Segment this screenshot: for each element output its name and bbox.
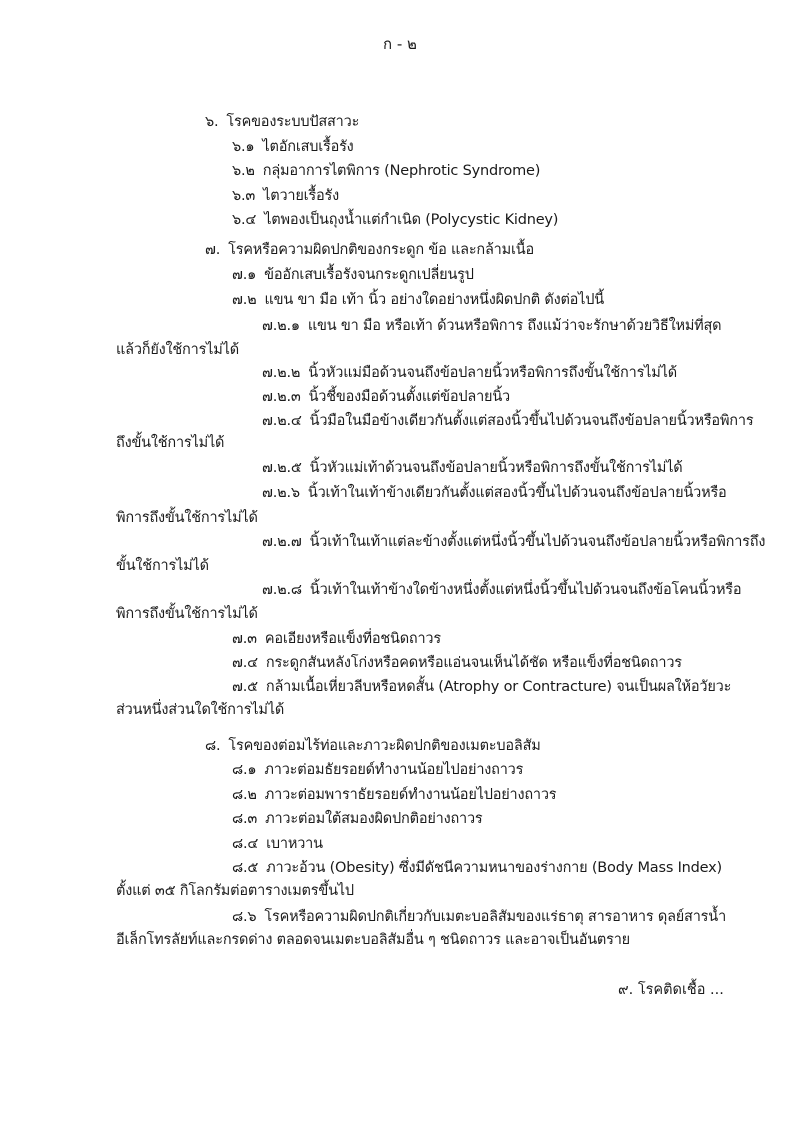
page-number: ก - ๒: [383, 35, 417, 53]
sub-item: ๗.๒.๗ นิ้วเท้าในเท้าแต่ละข้างตั้งแต่หนึ่งนิ้วขึ้นไปด้วนจนถึงข้อปลายนิ้วหรือพิการถึง: [262, 534, 766, 550]
list-item: ๘.๓ ภาวะต่อมใต้สมองผิดปกติอย่างถาวร: [232, 811, 483, 827]
section-heading: ๘. โรคของต่อมไร้ท่อและภาวะผิดปกติของเมตะบอลิสัม: [205, 738, 541, 754]
sub-item: ๗.๒.๑ แขน ขา มือ หรือเท้า ด้วนหรือพิการ ถึงแม้ว่าจะรักษาด้วยวิธีใหม่ที่สุด: [262, 318, 722, 334]
sub-item-cont: แล้วก็ยังใช้การไม่ได้: [116, 342, 239, 358]
continuation-note: ๙. โรคติดเชื้อ ...: [618, 982, 724, 998]
sub-item: ๗.๒.๘ นิ้วเท้าในเท้าข้างใดข้างหนึ่งตั้งแต่หนึ่งนิ้วขึ้นไปด้วนจนถึงข้อโคนนิ้วหรือ: [262, 582, 742, 598]
list-item: ๘.๖ โรคหรือความผิดปกติเกี่ยวกับเมตะบอลิสัมของแร่ธาตุ สารอาหาร ดุลย์สารน้ำ: [232, 909, 727, 925]
list-item: ๗.๕ กล้ามเนื้อเหี่ยวลีบหรือหดสั้น (Atrophy or Contracture) จนเป็นผลให้อวัยวะ: [232, 679, 732, 695]
sub-item-cont: ขั้นใช้การไม่ได้: [116, 558, 209, 574]
list-item: ๖.๒ กลุ่มอาการไตพิการ (Nephrotic Syndrome): [232, 163, 541, 179]
list-item: ๗.๔ กระดูกสันหลังโก่งหรือคดหรือแอ่นจนเห็นได้ชัด หรือแข็งที่อชนิดถาวร: [232, 655, 682, 671]
list-item: ๘.๕ ภาวะอ้วน (Obesity) ซึ่งมีดัชนีความหนาของร่างกาย (Body Mass Index): [232, 860, 722, 876]
sub-item: ๗.๒.๖ นิ้วเท้าในเท้าข้างเดียวกันตั้งแต่สองนิ้วขึ้นไปด้วนจนถึงข้อปลายนิ้วหรือ: [262, 485, 727, 501]
list-item: ๖.๓ ไตวายเรื้อรัง: [232, 188, 339, 204]
sub-item: ๗.๒.๓ นิ้วชี้ของมือด้วนตั้งแต่ข้อปลายนิ้ว: [262, 389, 510, 405]
sub-item: ๗.๒.๒ นิ้วหัวแม่มือด้วนจนถึงข้อปลายนิ้วหรือพิการถึงขั้นใช้การไม่ได้: [262, 365, 677, 381]
sub-item: ๗.๒.๔ นิ้วมือในมือข้างเดียวกันตั้งแต่สองนิ้วขึ้นไปด้วนจนถึงข้อปลายนิ้วหรือพิการ: [262, 413, 754, 429]
list-item: ๗.๑ ข้ออักเสบเรื้อรังจนกระดูกเปลี่ยนรูป: [232, 267, 474, 283]
sub-item-cont: ถึงขั้นใช้การไม่ได้: [116, 435, 225, 451]
list-item: ๖.๔ ไตพองเป็นถุงน้ำแต่กำเนิด (Polycystic Kidney): [232, 212, 559, 228]
list-item: ๖.๑ ไตอักเสบเรื้อรัง: [232, 139, 354, 155]
list-item-cont: อีเล็กโทรลัยท์และกรดด่าง ตลอดจนเมตะบอลิสัมอื่น ๆ ชนิดถาวร และอาจเป็นอันตราย: [116, 932, 630, 948]
sub-item-cont: พิการถึงขั้นใช้การไม่ได้: [116, 606, 258, 622]
list-item: ๗.๓ คอเอียงหรือแข็งที่อชนิดถาวร: [232, 631, 441, 647]
section-heading: ๖. โรคของระบบปัสสาวะ: [205, 114, 360, 130]
sub-item: ๗.๒.๕ นิ้วหัวแม่เท้าด้วนจนถึงข้อปลายนิ้วหรือพิการถึงขั้นใช้การไม่ได้: [262, 460, 683, 476]
list-item: ๘.๑ ภาวะต่อมธัยรอยด์ทำงานน้อยไปอย่างถาวร: [232, 762, 524, 778]
section-heading: ๗. โรคหรือความผิดปกติของกระดูก ข้อ และกล้ามเนื้อ: [205, 242, 534, 258]
list-item-cont: ตั้งแต่ ๓๕ กิโลกรัมต่อตารางเมตรขึ้นไป: [116, 883, 354, 899]
list-item-cont: ส่วนหนึ่งส่วนใดใช้การไม่ได้: [116, 702, 285, 718]
list-item: ๘.๒ ภาวะต่อมพาราธัยรอยด์ทำงานน้อยไปอย่างถาวร: [232, 787, 557, 803]
sub-item-cont: พิการถึงขั้นใช้การไม่ได้: [116, 510, 258, 526]
list-item: ๗.๒ แขน ขา มือ เท้า นิ้ว อย่างใดอย่างหนึ่งผิดปกติ ดังต่อไปนี้: [232, 292, 604, 308]
list-item: ๘.๔ เบาหวาน: [232, 836, 323, 852]
